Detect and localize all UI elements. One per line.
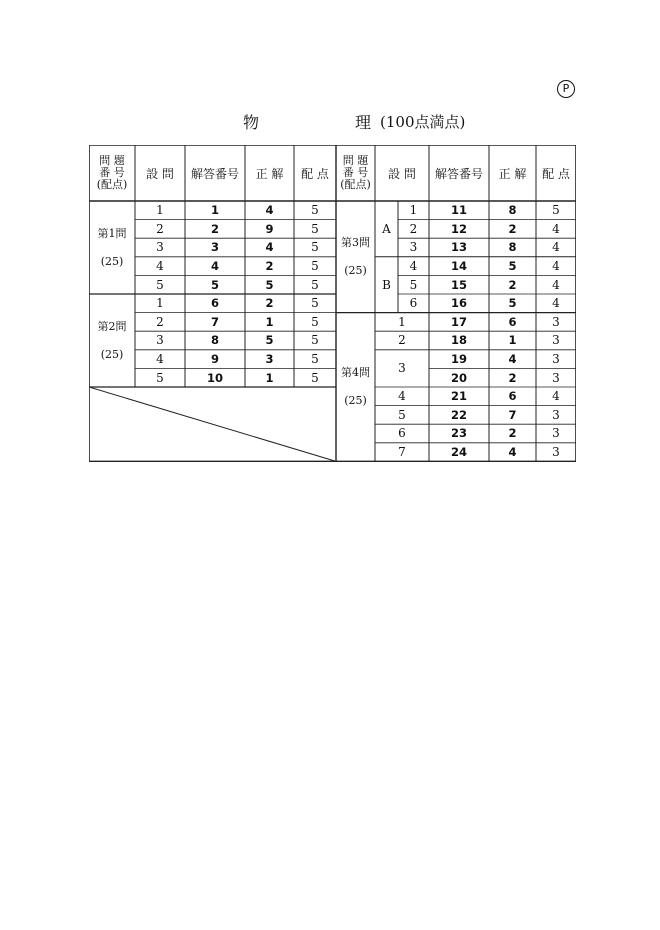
left-sub-question: 3 bbox=[156, 333, 164, 348]
right-header-qno-line-1: 問 題 bbox=[342, 154, 369, 167]
right-sub-question: 1 bbox=[398, 314, 406, 329]
right-group-3 bbox=[336, 201, 375, 313]
left-correct-answer: 4 bbox=[265, 203, 274, 218]
page-title bbox=[0, 110, 660, 132]
left-answer-no: 4 bbox=[210, 259, 219, 274]
right-sub-question: 3 bbox=[409, 240, 418, 255]
left-header-answer-no: 解答番号 bbox=[190, 166, 239, 181]
left-correct-answer: 2 bbox=[265, 259, 274, 274]
right-points: 4 bbox=[552, 221, 560, 236]
left-sub-question: 4 bbox=[156, 352, 164, 367]
left-points: 5 bbox=[311, 370, 319, 385]
left-answer-no: 5 bbox=[210, 277, 219, 292]
right-points: 3 bbox=[552, 352, 560, 367]
right-correct-answer: 5 bbox=[508, 296, 517, 311]
right-header-correct: 正 解 bbox=[498, 166, 527, 181]
right-points: 3 bbox=[552, 314, 560, 329]
left-header-qno-line-3: (配点) bbox=[96, 178, 128, 191]
right-correct-answer: 2 bbox=[508, 221, 517, 236]
right-answer-no: 12 bbox=[450, 221, 467, 236]
right-correct-answer: 4 bbox=[508, 352, 517, 367]
left-correct-answer: 5 bbox=[265, 333, 274, 348]
right-answer-no: 17 bbox=[450, 314, 467, 329]
group-points: (25) bbox=[344, 263, 367, 277]
right-answer-no: 23 bbox=[450, 426, 467, 441]
right-correct-answer: 2 bbox=[508, 277, 517, 292]
right-sub-question: 2 bbox=[409, 221, 418, 236]
right-correct-answer: 8 bbox=[508, 203, 517, 218]
left-sub-question: 1 bbox=[156, 203, 164, 218]
empty-cell-diagonal bbox=[89, 387, 336, 461]
right-correct-answer: 6 bbox=[508, 389, 517, 404]
right-header-question-no bbox=[336, 145, 375, 201]
left-answer-no: 3 bbox=[210, 240, 219, 255]
right-header-points: 配 点 bbox=[542, 166, 570, 181]
title-note: (100点満点) bbox=[380, 113, 466, 131]
right-answer-no: 18 bbox=[450, 333, 467, 348]
left-header-points: 配 点 bbox=[301, 166, 329, 181]
left-points: 5 bbox=[311, 314, 319, 329]
p-mark: P bbox=[557, 80, 575, 98]
right-points: 3 bbox=[552, 370, 560, 385]
right-correct-answer: 5 bbox=[508, 259, 517, 274]
left-correct-answer: 9 bbox=[265, 221, 274, 236]
right-points: 4 bbox=[552, 240, 560, 255]
left-points: 5 bbox=[311, 296, 319, 311]
left-correct-answer: 2 bbox=[265, 296, 274, 311]
right-sub-question-merged: 3 bbox=[398, 361, 406, 376]
right-points: 4 bbox=[552, 277, 560, 292]
right-header-sub-question: 設 問 bbox=[388, 166, 416, 181]
left-answer-no: 10 bbox=[206, 370, 223, 385]
right-points: 5 bbox=[552, 203, 560, 218]
left-header-qno-line-1: 問 題 bbox=[99, 154, 125, 167]
left-group-2 bbox=[89, 294, 135, 387]
right-header-qno-line-3: (配点) bbox=[340, 178, 371, 191]
left-header-correct: 正 解 bbox=[255, 166, 284, 181]
right-sub-question: 5 bbox=[409, 277, 418, 292]
right-answer-no: 13 bbox=[450, 240, 467, 255]
left-sub-question: 4 bbox=[156, 259, 164, 274]
right-answer-no: 22 bbox=[450, 407, 467, 422]
right-points: 4 bbox=[552, 389, 560, 404]
left-group-1 bbox=[89, 201, 135, 294]
left-points: 5 bbox=[311, 203, 319, 218]
right-answer-no: 21 bbox=[450, 389, 467, 404]
right-points: 3 bbox=[552, 407, 560, 422]
right-section-a: A bbox=[382, 221, 391, 236]
left-sub-question: 2 bbox=[156, 221, 164, 236]
right-sub-question: 4 bbox=[409, 259, 418, 274]
left-sub-question: 3 bbox=[156, 240, 164, 255]
left-correct-answer: 5 bbox=[265, 277, 274, 292]
right-sub-question: 5 bbox=[398, 407, 406, 422]
left-sub-question: 1 bbox=[156, 296, 164, 311]
left-points: 5 bbox=[311, 333, 319, 348]
title-subject-a: 物 bbox=[243, 113, 260, 132]
left-correct-answer: 3 bbox=[265, 352, 274, 367]
right-correct-answer: 8 bbox=[508, 240, 517, 255]
right-sub-question: 4 bbox=[398, 389, 406, 404]
right-section-b: B bbox=[382, 277, 391, 292]
right-points: 4 bbox=[552, 296, 560, 311]
answer-table bbox=[89, 145, 576, 462]
left-sub-question: 5 bbox=[156, 370, 164, 385]
left-points: 5 bbox=[311, 240, 319, 255]
left-header-question-no bbox=[89, 145, 135, 201]
right-sub-question: 1 bbox=[409, 203, 418, 218]
right-correct-answer: 2 bbox=[508, 370, 517, 385]
right-points: 3 bbox=[552, 445, 560, 460]
left-answer-no: 8 bbox=[210, 333, 219, 348]
right-answer-no: 24 bbox=[450, 445, 467, 460]
right-header-qno-line-2: 番 号 bbox=[342, 166, 369, 179]
left-header-qno-line-2: 番 号 bbox=[99, 166, 125, 179]
group-label: 第2問 bbox=[97, 319, 127, 333]
right-points: 4 bbox=[552, 259, 560, 274]
right-correct-answer: 7 bbox=[508, 407, 517, 422]
left-points: 5 bbox=[311, 221, 319, 236]
right-correct-answer: 4 bbox=[508, 445, 517, 460]
right-correct-answer: 1 bbox=[508, 333, 517, 348]
left-correct-answer: 4 bbox=[265, 240, 274, 255]
left-points: 5 bbox=[311, 277, 319, 292]
left-answer-no: 1 bbox=[210, 203, 219, 218]
group-points: (25) bbox=[100, 254, 124, 268]
left-points: 5 bbox=[311, 259, 319, 274]
group-points: (25) bbox=[344, 393, 367, 407]
right-sub-question: 2 bbox=[398, 333, 406, 348]
left-sub-question: 5 bbox=[156, 277, 164, 292]
group-points: (25) bbox=[100, 347, 124, 361]
right-answer-no: 16 bbox=[450, 296, 467, 311]
right-sub-question: 6 bbox=[409, 296, 418, 311]
right-points: 3 bbox=[552, 426, 560, 441]
right-answer-no: 19 bbox=[450, 352, 467, 367]
left-header-sub-question: 設 問 bbox=[146, 166, 174, 181]
right-correct-answer: 2 bbox=[508, 426, 517, 441]
right-sub-question: 7 bbox=[398, 445, 406, 460]
right-group-4 bbox=[336, 313, 375, 462]
right-answer-no: 14 bbox=[450, 259, 467, 274]
left-answer-no: 7 bbox=[210, 314, 219, 329]
left-sub-question: 2 bbox=[156, 314, 164, 329]
group-label: 第4問 bbox=[341, 365, 370, 379]
left-points: 5 bbox=[311, 352, 319, 367]
left-correct-answer: 1 bbox=[265, 314, 274, 329]
group-label: 第1問 bbox=[97, 226, 127, 240]
right-answer-no: 11 bbox=[450, 203, 467, 218]
group-label: 第3問 bbox=[341, 235, 370, 249]
left-answer-no: 2 bbox=[210, 221, 219, 236]
right-answer-no: 20 bbox=[450, 370, 467, 385]
right-sub-question: 6 bbox=[398, 426, 406, 441]
title-subject-b: 理 bbox=[355, 113, 372, 132]
left-correct-answer: 1 bbox=[265, 370, 274, 385]
right-points: 3 bbox=[552, 333, 560, 348]
right-correct-answer: 6 bbox=[508, 314, 517, 329]
right-answer-no: 15 bbox=[450, 277, 467, 292]
right-header-answer-no: 解答番号 bbox=[434, 166, 483, 181]
left-answer-no: 6 bbox=[210, 296, 219, 311]
left-answer-no: 9 bbox=[210, 352, 219, 367]
